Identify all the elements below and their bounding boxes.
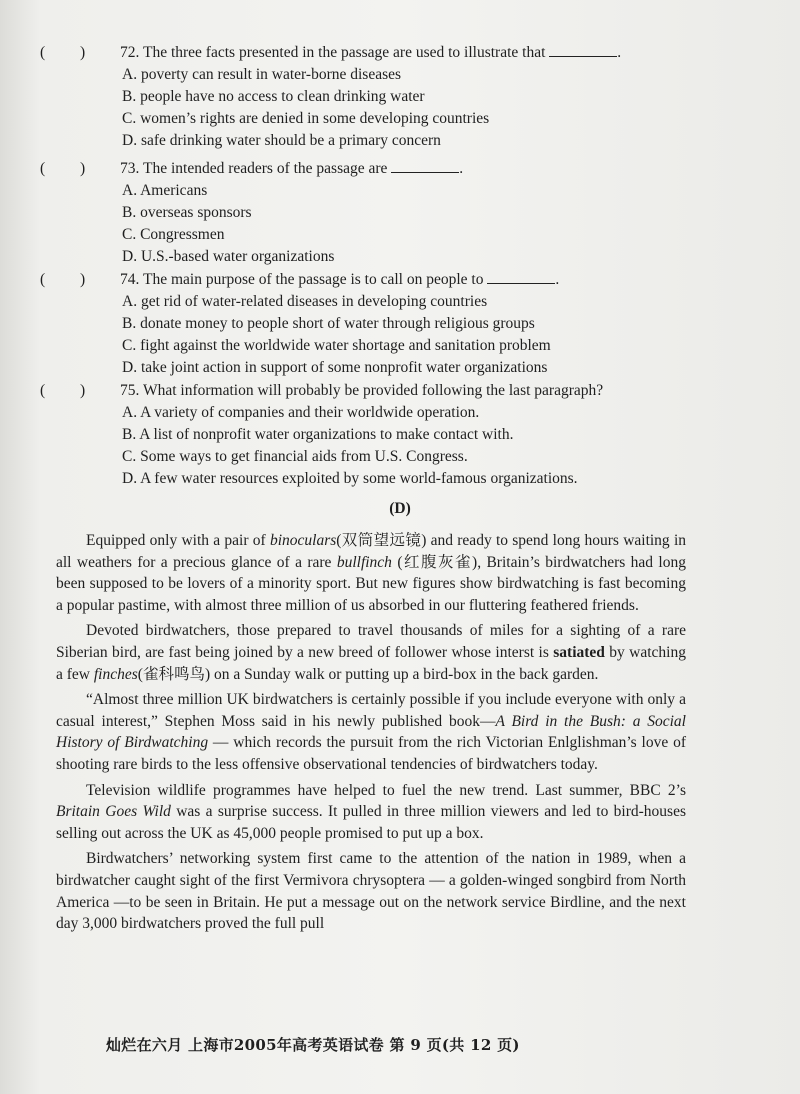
answer-paren[interactable]: ( ) — [40, 160, 86, 177]
option-d: D. safe drinking water should be a primary concern — [122, 132, 441, 149]
page-footer: 灿烂在六月 上海市2005年高考英语试卷 第 9 页(共 12 页) — [106, 1036, 520, 1054]
question-75 — [40, 380, 760, 490]
option-b: B. overseas sponsors — [122, 204, 252, 221]
question-number: 74. — [120, 271, 140, 288]
question-stem: ( ) 72. The three facts presented in the passage are used to illustrate that . — [40, 42, 760, 64]
question-73 — [40, 158, 760, 268]
question-stem: ( ) 74. The main purpose of the passage is to call on people to . — [40, 269, 760, 291]
question-number: 72. — [120, 44, 140, 61]
paragraph-2: Devoted birdwatchers, those prepared to travel thousands of miles for a sighting of a rare Siberian bird, are fast being joined by a new breed of follower whose interst is satiated by watching a few finches(雀科鸣鸟) on a Sunday walk or putting up a bird-box in the back garden. — [56, 622, 686, 683]
reading-passage — [56, 530, 686, 939]
option-c: C. Congressmen — [122, 226, 225, 243]
option-a: A. Americans — [122, 182, 208, 199]
answer-blank — [487, 269, 555, 284]
question-number: 73. — [120, 160, 140, 177]
option-a: A. A variety of companies and their worldwide operation. — [122, 404, 480, 421]
option-a: A. get rid of water-related diseases in developing countries — [122, 293, 488, 310]
paragraph-1: Equipped only with a pair of binoculars(双筒望远镜) and ready to spend long hours waiting in all weathers for a precious glance of a rare bullfinch (红腹灰雀), Britain’s birdwatchers had long been supposed to be lovers of a minority sport. But new figures show birdwatching is fast becoming a popular pastime, with almost three million of us absorbed in our fluttering feathered friends. — [56, 532, 686, 614]
option-b: B. A list of nonprofit water organizations to make contact with. — [122, 426, 514, 443]
paragraph-4: Television wildlife programmes have helped to fuel the new trend. Last summer, BBC 2’s Britain Goes Wild was a surprise success. It pulled in three million viewers and led to bird-houses selling out across the UK as 45,000 people promised to put up a box. — [56, 781, 687, 842]
option-c: C. women’s rights are denied in some developing countries — [122, 110, 490, 127]
option-c: C. fight against the worldwide water shortage and sanitation problem — [122, 337, 551, 354]
answer-paren[interactable]: ( ) — [40, 382, 86, 399]
question-74 — [40, 269, 760, 379]
answer-paren[interactable]: ( ) — [40, 44, 86, 61]
answer-blank — [391, 158, 459, 173]
question-stem: ( ) 73. The intended readers of the passage are . — [40, 158, 760, 180]
option-d: D. U.S.-based water organizations — [122, 248, 335, 265]
option-d: D. A few water resources exploited by some world-famous organizations. — [122, 470, 578, 487]
option-a: A. poverty can result in water-borne diseases — [122, 66, 402, 83]
option-d: D. take joint action in support of some nonprofit water organizations — [122, 359, 548, 376]
paragraph-5: Birdwatchers’ networking system first came to the attention of the nation in 1989, when a birdwatcher caught sight of the first Vermivora chrysoptera — a golden-winged songbird from North America —to be seen in Britain. He put a message out on the network service Birdline, and the next day 3,000 birdwatchers proved the full pull — [56, 850, 686, 933]
section-title: (D) — [389, 500, 411, 517]
question-72 — [40, 42, 760, 152]
answer-paren[interactable]: ( ) — [40, 271, 86, 288]
paragraph-3: “Almost three million UK birdwatchers is certainly possible if you include everyone with only a casual interest,” Stephen Moss said in his newly published book—A Bird in the Bush: a Social History of Birdwatching — which records the pursuit from the rich Victorian Enlglishman’s love of shooting rare birds to the less offensive observational tendencies of birdwatchers today. — [56, 691, 687, 773]
question-number: 75. — [120, 382, 140, 399]
question-stem: ( ) 75. What information will probably be provided following the last paragraph? — [40, 380, 760, 402]
option-b: B. people have no access to clean drinking water — [122, 88, 425, 105]
answer-blank — [549, 42, 617, 57]
option-c: C. Some ways to get financial aids from U.S. Congress. — [122, 448, 468, 465]
option-b: B. donate money to people short of water through religious groups — [122, 315, 535, 332]
